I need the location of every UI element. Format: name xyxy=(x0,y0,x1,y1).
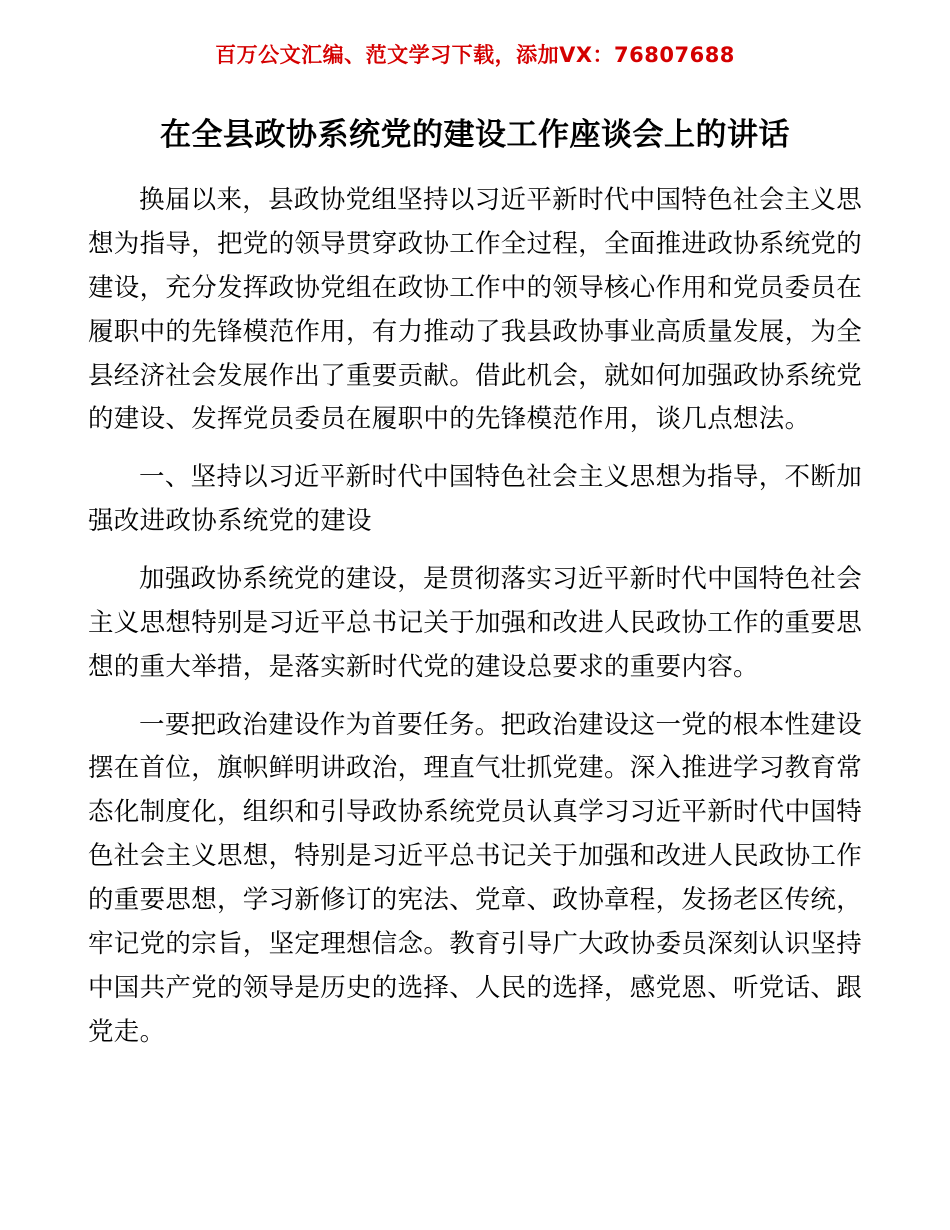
paragraph: 加强政协系统党的建设，是贯彻落实习近平新时代中国特色社会主义思想特别是习近平总书记关于加强和改进人民政协工作的重要思想的重大举措，是落实新时代党的建设总要求的重要内容。 xyxy=(88,564,863,682)
section-heading-one: 一、坚持以习近平新时代中国特色社会主义思想为指导，不断加强改进政协系统党的建设 xyxy=(88,462,862,537)
document-body xyxy=(88,179,862,1054)
promo-banner: 百万公文汇编、范文学习下载，添加VX：76807688 xyxy=(215,43,735,67)
paragraph: 一要把政治建设作为首要任务。把政治建设这一党的根本性建设摆在首位，旗帜鲜明讲政治，理直气壮抓党建。深入推进学习教育常态化制度化，组织和引导政协系统党员认真学习习近平新时代中国特色社会主义思想，特别是习近平总书记关于加强和改进人民政协工作的重要思想，学习新修订的宪法、党章、政协章程，发扬老区传统，牢记党的宗旨，坚定理想信念。教育引导广大政协委员深刻认识坚持中国共产党的领导是历史的选择、人民的选择，感党恩、听党话、跟党走。 xyxy=(88,709,863,1047)
page-title: 在全县政协系统党的建设工作座谈会上的讲话 xyxy=(160,117,790,154)
paragraph: 换届以来，县政协党组坚持以习近平新时代中国特色社会主义思想为指导，把党的领导贯穿政协工作全过程，全面推进政协系统党的建设，充分发挥政协党组在政协工作中的领导核心作用和党员委员在履职中的先锋模范作用，有力推动了我县政协事业高质量发展，为全县经济社会发展作出了重要贡献。借此机会，就如何加强政协系统党的建设、发挥党员委员在履职中的先锋模范作用，谈几点想法。 xyxy=(88,185,863,435)
